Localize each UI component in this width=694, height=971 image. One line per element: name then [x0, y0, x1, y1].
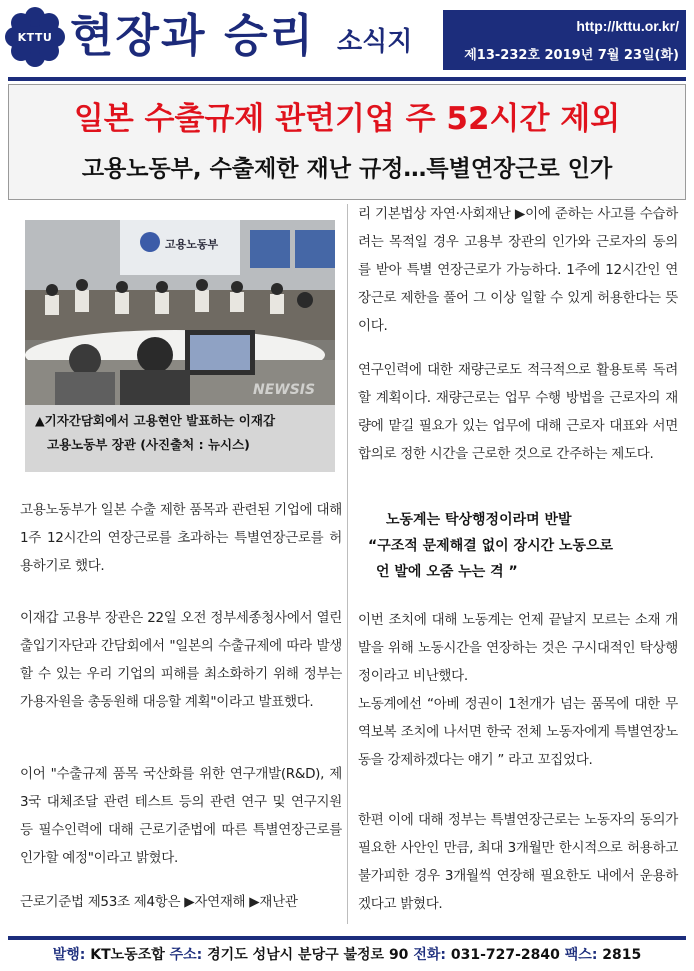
paragraph: 이재갑 고용부 장관은 22일 오전 정부세종청사에서 열린 출입기자단과 간담회에서 "일본의 수출규제에 따라 발생할 수 있는 우리 기업의 피해를 최소화하기 위해 정부는 가용자원을 총동원해 대응할 계획"이라고 발표했다. [20, 610, 342, 710]
column-divider [347, 204, 348, 924]
website-link[interactable]: http://kttu.or.kr/ [576, 18, 679, 34]
fax: 2815 [602, 947, 642, 963]
headline-box [8, 84, 686, 200]
photo-watermark: NEWSIS [253, 382, 316, 398]
fax-label: 팩스: [564, 947, 598, 963]
paragraph: 리 기본법상 자연·사회재난 ▶이에 준하는 사고를 수습하려는 목적일 경우 고용부 장관의 인가와 근로자의 동의를 받아 특별 연장근로가 가능하다. 1주에 12시간인 연장근로 제한을 풀어 그 이상 일할 수 있게 허용한다는 뜻이다. [358, 206, 678, 334]
newsletter-subtitle: 소식지 [337, 27, 413, 57]
footer [0, 942, 694, 968]
caption-line-2: 고용노동부 장관 (사진출처 : 뉴시스) [47, 437, 250, 452]
callout-quote-1: “구조적 문제해결 없이 장시간 노동으로 [368, 538, 614, 554]
logo-text: KTTU [17, 30, 53, 44]
paragraph: 이번 조치에 대해 노동계는 언제 끝날지 모르는 소재 개발을 위해 노동시간을 연장하는 것은 구시대적인 탁상행정이라고 비난했다. [358, 612, 678, 684]
headline: 일본 수출규제 관련기업 주 52시간 제외 [73, 101, 621, 137]
paragraph: 고용노동부가 일본 수출 제한 품목과 관련된 기업에 대해 1주 12시간의 연장근로를 초과하는 특별연장근로를 허용하기로 했다. [20, 502, 342, 574]
photo-banner-text: 고용노동부 [165, 238, 219, 251]
phone: 031-727-2840 [450, 947, 560, 963]
paragraph: 노동계에선 “아베 정권이 1천개가 넘는 품목에 대한 무역보복 조치에 나서면 한국 전체 노동자에게 특별연장노동을 강제하겠다는 얘기 ” 라고 꼬집었다. [358, 696, 678, 768]
paragraph: 연구인력에 대한 재량근로도 적극적으로 활용토록 독려할 계획이다. 재량근로는 업무 수행 방법을 근로자의 재량에 맡길 필요가 있는 업무에 대해 근로자 대표와 서면 합의로 정한 시간을 근로한 것으로 간주하는 제도다. [358, 362, 678, 462]
address: 경기도 성남시 분당구 불정로 90 [207, 947, 409, 963]
paragraph: 이어 "수출규제 품목 국산화를 위한 연구개발(R&D), 제3국 대체조달 관련 테스트 등의 관련 연구 및 연구지원 등 필수인력에 대해 근로기준법에 따른 특별연장근로를 인가할 예정"이라고 밝혔다. [20, 766, 342, 866]
newsletter-title: 현장과 승리 [70, 9, 316, 62]
callout-title: 노동계는 탁상행정이라며 반발 [386, 512, 572, 528]
publisher-label: 발행: [52, 947, 86, 963]
paragraph: 근로기준법 제53조 제4항은 ▶자연재해 ▶재난관 [20, 894, 298, 910]
address-label: 주소: [169, 947, 203, 963]
section-callout [358, 508, 678, 588]
header-rule [8, 77, 686, 81]
footer-rule [8, 936, 686, 940]
callout-quote-2: 언 발에 오줌 누는 격 ” [376, 564, 518, 580]
issue-date: 제13-232호 2019년 7월 23일(화) [464, 48, 679, 63]
issue-info-box [443, 10, 686, 70]
paragraph: 한편 이에 대해 정부는 특별연장근로는 노동자의 동의가 필요한 사안인 만큼, 최대 3개월만 한시적으로 허용하고 불가피한 경우 3개월씩 연장해 필요한도 내에서 운용하겠다고 밝혔다. [358, 812, 678, 912]
publisher: KT노동조합 [90, 947, 165, 963]
photo-caption [25, 405, 335, 472]
press-conference-photo [25, 220, 335, 410]
caption-line-1: ▲기자간담회에서 고용현안 발표하는 이재갑 [35, 413, 276, 428]
kttu-logo [4, 6, 66, 68]
phone-label: 전화: [413, 947, 446, 963]
subheadline: 고용노동부, 수출제한 재난 규정…특별연장근로 인가 [81, 156, 613, 182]
masthead-header [0, 0, 694, 75]
